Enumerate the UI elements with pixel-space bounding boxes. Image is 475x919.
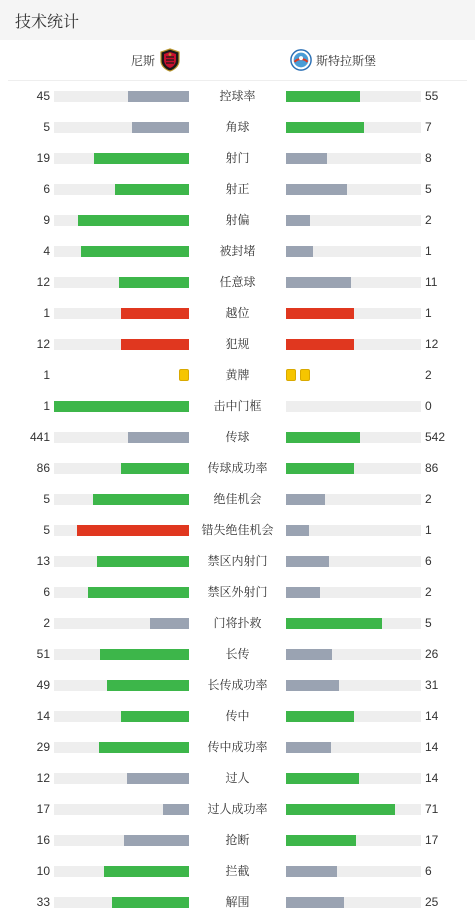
home-value: 17 xyxy=(36,802,50,816)
home-bar-track xyxy=(54,91,189,102)
stat-label: 过人 xyxy=(225,771,250,785)
stat-label: 任意球 xyxy=(219,275,256,289)
home-bar-track xyxy=(54,711,189,722)
home-bar-track xyxy=(54,122,189,133)
away-bar-fill xyxy=(286,463,354,474)
home-value: 12 xyxy=(36,337,50,351)
stat-row xyxy=(0,205,475,236)
away-value: 12 xyxy=(425,337,439,351)
stat-row xyxy=(0,639,475,670)
home-value: 2 xyxy=(43,616,50,630)
home-bar-track xyxy=(54,866,189,877)
away-bar-track xyxy=(286,432,421,443)
away-value: 5 xyxy=(425,182,432,196)
away-bar-track xyxy=(286,122,421,133)
home-value: 45 xyxy=(36,89,50,103)
stat-row xyxy=(0,670,475,701)
away-value: 7 xyxy=(425,120,432,134)
away-bar-track xyxy=(286,215,421,226)
home-value: 29 xyxy=(36,740,50,754)
away-bar-track xyxy=(286,866,421,877)
home-bar-track xyxy=(54,401,189,412)
stat-label: 长传成功率 xyxy=(207,678,268,692)
stat-row xyxy=(0,794,475,825)
home-bar-fill xyxy=(104,866,189,877)
home-value: 5 xyxy=(43,120,50,134)
home-bar-track xyxy=(54,494,189,505)
home-bar-track xyxy=(54,339,189,350)
away-bar-fill xyxy=(286,649,332,660)
away-bar-fill xyxy=(286,866,337,877)
stat-row xyxy=(0,267,475,298)
stat-row xyxy=(0,484,475,515)
away-value: 5 xyxy=(425,616,432,630)
stat-row xyxy=(0,174,475,205)
home-bar-track xyxy=(54,556,189,567)
home-bar-fill xyxy=(97,556,189,567)
away-value: 71 xyxy=(425,802,439,816)
away-bar-fill xyxy=(286,556,329,567)
page-title: 技术统计 xyxy=(15,13,80,31)
away-bar-fill xyxy=(286,339,354,350)
home-value: 51 xyxy=(36,647,50,661)
stat-row xyxy=(0,143,475,174)
home-value: 4 xyxy=(43,244,50,258)
stat-row xyxy=(0,422,475,453)
home-bar-fill xyxy=(119,277,189,288)
home-bar-track xyxy=(54,277,189,288)
away-value: 1 xyxy=(425,306,432,320)
home-team-logo-icon xyxy=(159,48,181,72)
home-yellow-cards xyxy=(179,369,189,382)
away-value: 14 xyxy=(425,771,439,785)
stat-row xyxy=(0,360,475,391)
away-team[interactable] xyxy=(290,40,380,80)
stat-label: 射偏 xyxy=(225,213,250,227)
away-bar-fill xyxy=(286,711,354,722)
home-value: 5 xyxy=(43,523,50,537)
teams-header xyxy=(8,40,467,81)
away-bar-fill xyxy=(286,680,339,691)
home-bar-track xyxy=(54,742,189,753)
home-bar-fill xyxy=(78,215,189,226)
home-value: 6 xyxy=(43,182,50,196)
stats-list xyxy=(0,81,475,918)
home-bar-track xyxy=(54,525,189,536)
away-bar-fill xyxy=(286,246,313,257)
away-bar-track xyxy=(286,91,421,102)
away-bar-fill xyxy=(286,804,395,815)
away-bar-fill xyxy=(286,184,347,195)
away-bar-track xyxy=(286,277,421,288)
home-bar-track xyxy=(54,432,189,443)
away-bar-fill xyxy=(286,773,359,784)
away-bar-fill xyxy=(286,587,320,598)
header-bar xyxy=(0,0,475,40)
home-bar-fill xyxy=(121,463,189,474)
home-team[interactable] xyxy=(127,40,181,80)
away-value: 2 xyxy=(425,585,432,599)
stat-label: 黄牌 xyxy=(225,368,250,382)
home-bar-fill xyxy=(121,711,189,722)
home-bar-fill xyxy=(163,804,189,815)
home-bar-fill xyxy=(132,122,189,133)
home-value: 16 xyxy=(36,833,50,847)
away-bar-track xyxy=(286,680,421,691)
away-value: 25 xyxy=(425,895,439,909)
home-bar-track xyxy=(54,680,189,691)
stat-label: 控球率 xyxy=(219,89,256,103)
home-bar-track xyxy=(54,153,189,164)
away-value: 14 xyxy=(425,709,439,723)
stat-label: 传球成功率 xyxy=(207,461,268,475)
home-value: 6 xyxy=(43,585,50,599)
away-bar-track xyxy=(286,401,421,412)
home-bar-track xyxy=(54,184,189,195)
home-bar-fill xyxy=(128,432,189,443)
home-value: 13 xyxy=(36,554,50,568)
away-bar-track xyxy=(286,184,421,195)
yellow-card-icon xyxy=(179,369,189,381)
away-bar-track xyxy=(286,804,421,815)
home-bar-fill xyxy=(121,308,189,319)
away-bar-track xyxy=(286,339,421,350)
stat-label: 解围 xyxy=(225,895,250,909)
home-bar-track xyxy=(54,246,189,257)
home-bar-fill xyxy=(150,618,189,629)
away-bar-fill xyxy=(286,432,360,443)
home-value: 49 xyxy=(36,678,50,692)
home-value: 9 xyxy=(43,213,50,227)
stat-row xyxy=(0,81,475,112)
home-bar-track xyxy=(54,308,189,319)
away-bar-track xyxy=(286,835,421,846)
home-value: 14 xyxy=(36,709,50,723)
away-value: 17 xyxy=(425,833,439,847)
home-value: 1 xyxy=(43,399,50,413)
home-bar-fill xyxy=(100,649,189,660)
away-bar-track xyxy=(286,308,421,319)
away-bar-track xyxy=(286,494,421,505)
away-bar-fill xyxy=(286,215,310,226)
stat-row xyxy=(0,391,475,422)
stat-label: 被封堵 xyxy=(219,244,256,258)
home-bar-fill xyxy=(77,525,189,536)
away-value: 86 xyxy=(425,461,439,475)
away-bar-track xyxy=(286,618,421,629)
stat-row xyxy=(0,608,475,639)
away-bar-fill xyxy=(286,494,325,505)
home-bar-fill xyxy=(127,773,189,784)
stat-label: 传中成功率 xyxy=(207,740,268,754)
away-value: 0 xyxy=(425,399,432,413)
stat-row xyxy=(0,763,475,794)
yellow-card-icon xyxy=(300,369,310,381)
home-value: 441 xyxy=(29,430,50,444)
away-bar-track xyxy=(286,742,421,753)
home-bar-track xyxy=(54,773,189,784)
home-value: 12 xyxy=(36,771,50,785)
home-bar-fill xyxy=(88,587,189,598)
stat-row xyxy=(0,701,475,732)
home-bar-track xyxy=(54,587,189,598)
away-bar-fill xyxy=(286,277,351,288)
away-bar-track xyxy=(286,587,421,598)
away-bar-track xyxy=(286,649,421,660)
home-bar-fill xyxy=(128,91,189,102)
stat-label: 传中 xyxy=(225,709,250,723)
away-bar-fill xyxy=(286,618,382,629)
away-bar-fill xyxy=(286,122,364,133)
home-value: 12 xyxy=(36,275,50,289)
away-value: 8 xyxy=(425,151,432,165)
home-bar-fill xyxy=(81,246,189,257)
home-bar-track xyxy=(54,215,189,226)
away-value: 2 xyxy=(425,213,432,227)
away-value: 55 xyxy=(425,89,439,103)
home-value: 33 xyxy=(36,895,50,909)
stat-label: 角球 xyxy=(225,120,250,134)
stat-row xyxy=(0,546,475,577)
stat-row xyxy=(0,856,475,887)
away-team-name: 斯特拉斯堡 xyxy=(316,53,377,68)
away-bar-fill xyxy=(286,91,360,102)
stat-row xyxy=(0,112,475,143)
away-value: 14 xyxy=(425,740,439,754)
away-bar-fill xyxy=(286,308,354,319)
stat-label: 过人成功率 xyxy=(207,802,268,816)
stat-label: 禁区内射门 xyxy=(207,554,268,568)
stat-label: 拦截 xyxy=(225,864,250,878)
home-value: 1 xyxy=(43,306,50,320)
home-value: 19 xyxy=(36,151,50,165)
home-bar-track xyxy=(54,804,189,815)
stat-label: 抢断 xyxy=(225,833,250,847)
stat-row xyxy=(0,887,475,918)
stat-row xyxy=(0,825,475,856)
away-bar-fill xyxy=(286,742,331,753)
away-value: 542 xyxy=(425,430,446,444)
away-bar-track xyxy=(286,773,421,784)
away-bar-track xyxy=(286,463,421,474)
away-bar-fill xyxy=(286,153,327,164)
stat-label: 射正 xyxy=(225,182,250,196)
home-bar-fill xyxy=(94,153,189,164)
stat-row xyxy=(0,577,475,608)
away-value: 31 xyxy=(425,678,439,692)
yellow-card-icon xyxy=(286,369,296,381)
stat-label: 错失绝佳机会 xyxy=(201,523,274,537)
stat-label: 越位 xyxy=(225,306,250,320)
stat-row xyxy=(0,453,475,484)
away-value: 6 xyxy=(425,554,432,568)
home-bar-track xyxy=(54,897,189,908)
home-value: 86 xyxy=(36,461,50,475)
home-bar-track xyxy=(54,463,189,474)
away-bar-fill xyxy=(286,835,356,846)
home-value: 5 xyxy=(43,492,50,506)
home-bar-fill xyxy=(112,897,189,908)
away-bar-track xyxy=(286,246,421,257)
home-bar-fill xyxy=(54,401,189,412)
stat-label: 犯规 xyxy=(225,337,250,351)
stat-row xyxy=(0,298,475,329)
stat-label: 门将扑救 xyxy=(213,616,262,630)
stat-label: 传球 xyxy=(225,430,250,444)
home-team-name: 尼斯 xyxy=(130,53,155,68)
home-bar-fill xyxy=(124,835,189,846)
stat-label: 长传 xyxy=(225,647,250,661)
away-bar-track xyxy=(286,153,421,164)
stat-row xyxy=(0,515,475,546)
stat-row xyxy=(0,329,475,360)
stat-row xyxy=(0,236,475,267)
stat-label: 击中门框 xyxy=(213,399,262,413)
home-bar-fill xyxy=(115,184,189,195)
home-bar-fill xyxy=(107,680,189,691)
home-bar-fill xyxy=(93,494,189,505)
away-value: 6 xyxy=(425,864,432,878)
away-bar-fill xyxy=(286,897,344,908)
home-bar-fill xyxy=(121,339,189,350)
home-value: 1 xyxy=(43,368,50,382)
home-bar-track xyxy=(54,618,189,629)
home-bar-track xyxy=(54,835,189,846)
stat-label: 绝佳机会 xyxy=(213,492,262,506)
stat-label: 禁区外射门 xyxy=(207,585,268,599)
away-value: 2 xyxy=(425,492,432,506)
away-value: 1 xyxy=(425,523,432,537)
away-value: 26 xyxy=(425,647,439,661)
away-value: 1 xyxy=(425,244,432,258)
away-bar-track xyxy=(286,711,421,722)
away-team-logo-icon xyxy=(290,48,312,72)
away-value: 2 xyxy=(425,368,432,382)
home-value: 10 xyxy=(36,864,50,878)
stat-row xyxy=(0,732,475,763)
home-bar-fill xyxy=(99,742,189,753)
away-bar-track xyxy=(286,897,421,908)
stat-label: 射门 xyxy=(225,151,250,165)
away-bar-fill xyxy=(286,525,309,536)
home-bar-track xyxy=(54,649,189,660)
away-value: 11 xyxy=(425,275,438,289)
away-bar-track xyxy=(286,556,421,567)
away-bar-track xyxy=(286,525,421,536)
away-yellow-cards xyxy=(286,369,310,382)
